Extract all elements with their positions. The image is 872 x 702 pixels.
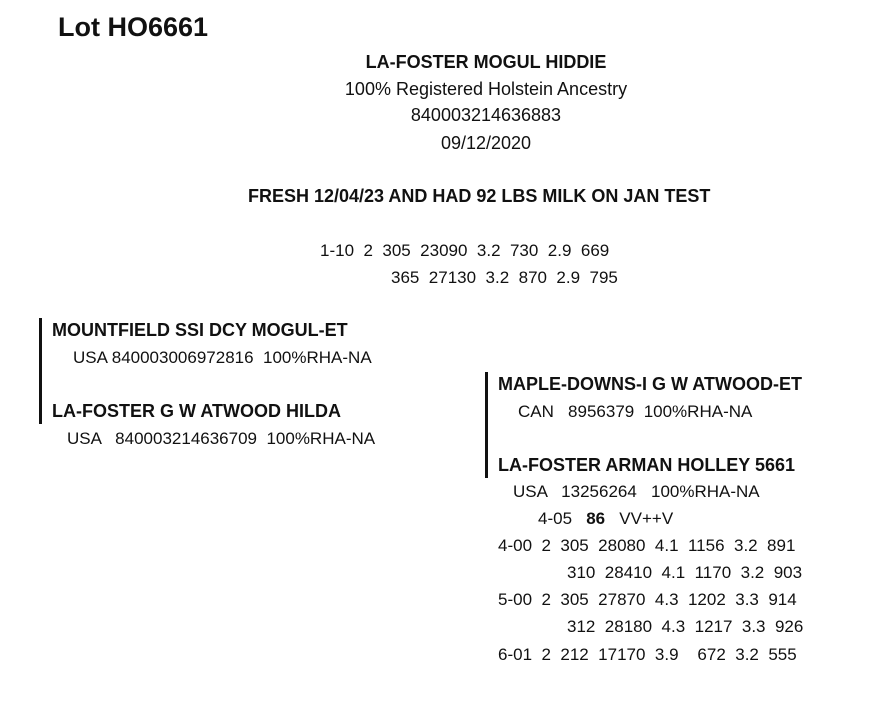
maternal-granddam-name: LA-FOSTER ARMAN HOLLEY 5661 <box>498 455 796 475</box>
dam-name: LA-FOSTER G W ATWOOD HILDA <box>52 401 341 421</box>
pedigree-bracket-right <box>485 372 488 478</box>
classification <box>538 509 673 529</box>
cow-record-row: 1-10 2 305 23090 3.2 730 2.9 669 <box>320 241 610 260</box>
cow-record-row: 365 27130 3.2 870 2.9 795 <box>391 268 618 287</box>
classification-grade: VV++V <box>619 509 674 528</box>
cow-id: 840003214636883 <box>410 105 562 125</box>
granddam-record-row: 5-00 2 305 27870 4.3 1202 3.3 914 <box>498 590 797 609</box>
granddam-record-row: 4-00 2 305 28080 4.1 1156 3.2 891 <box>498 536 796 555</box>
lot-title: Lot HO6661 <box>58 12 209 42</box>
classification-age: 4-05 <box>538 509 573 528</box>
classification-score: 86 <box>586 509 606 528</box>
granddam-record-row: 312 28180 4.3 1217 3.3 926 <box>567 617 804 636</box>
pedigree-bracket-left <box>39 318 42 424</box>
cow-name: LA-FOSTER MOGUL HIDDIE <box>365 52 607 72</box>
sire-info: USA 840003006972816 100%RHA-NA <box>73 348 372 367</box>
maternal-grandsire-info: CAN 8956379 100%RHA-NA <box>518 402 753 421</box>
granddam-record-row: 310 28410 4.1 1170 3.2 903 <box>567 563 803 582</box>
maternal-grandsire-name: MAPLE-DOWNS-I G W ATWOOD-ET <box>498 374 802 394</box>
fresh-note: FRESH 12/04/23 AND HAD 92 LBS MILK ON JAN TEST <box>248 186 711 206</box>
granddam-record-row: 6-01 2 212 17170 3.9 672 3.2 555 <box>498 645 797 664</box>
cow-ancestry: 100% Registered Holstein Ancestry <box>344 79 628 99</box>
maternal-granddam-info: USA 13256264 100%RHA-NA <box>513 482 760 501</box>
dam-info: USA 840003214636709 100%RHA-NA <box>67 429 376 448</box>
cow-birth-date: 09/12/2020 <box>440 133 532 153</box>
sire-name: MOUNTFIELD SSI DCY MOGUL-ET <box>52 320 348 340</box>
